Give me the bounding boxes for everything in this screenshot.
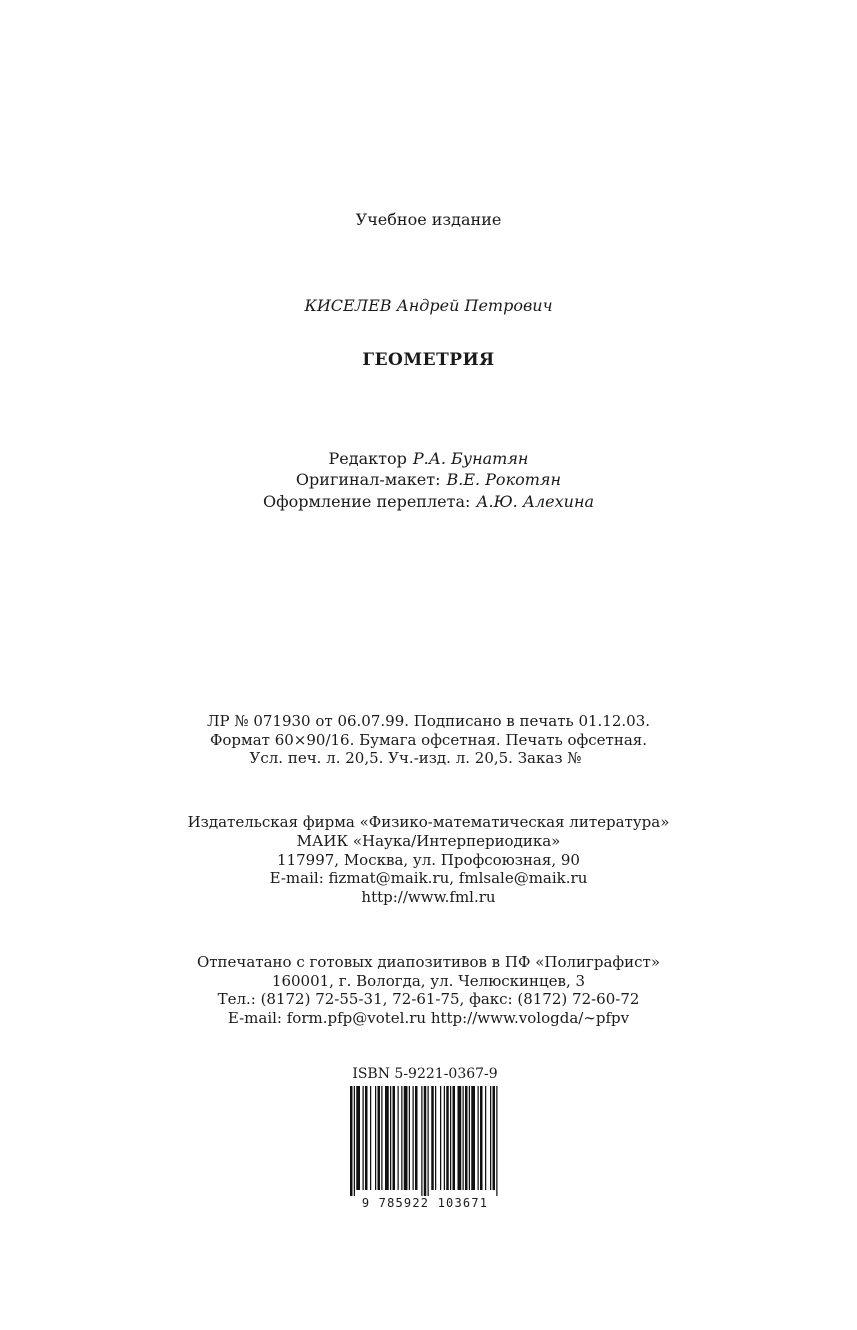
isbn-number: ISBN 5-9221-0367-9: [352, 1066, 498, 1082]
barcode-bar: [446, 1086, 449, 1190]
barcode-bar: [413, 1086, 414, 1190]
barcode-bar: [354, 1086, 355, 1196]
barcode-bar: [471, 1086, 475, 1190]
barcode-bar: [478, 1086, 479, 1190]
credit-role: Оригинал-макет:: [295, 470, 441, 489]
barcode-bar: [465, 1086, 468, 1190]
barcode-bar: [370, 1086, 371, 1190]
barcode-bar: [401, 1086, 402, 1190]
barcode-bar: [496, 1086, 497, 1196]
printer-line: 160001, г. Вологда, ул. Челюскинцев, 3: [271, 972, 586, 990]
credit-editor: [0, 449, 857, 468]
print-info-line: Усл. печ. л. 20,5. Уч.-изд. л. 20,5. Заказ №: [249, 749, 582, 767]
barcode-bar: [463, 1086, 464, 1190]
barcode-bar: [365, 1086, 368, 1190]
isbn-barcode-block: [344, 1066, 506, 1216]
barcode-bar: [363, 1086, 364, 1190]
printer-line: Отпечатано с готовых диапозитивов в ПФ «Полиграфист»: [196, 953, 661, 971]
edition-type: Учебное издание: [355, 210, 502, 229]
printer-line: Тел.: (8172) 72-55-31, 72-61-75, факс: (8172) 72-60-72: [217, 990, 640, 1008]
credit-person: Р.А. Бунатян: [412, 449, 529, 468]
barcode-bar: [390, 1086, 391, 1190]
barcode-digits: 9 785922 103671: [361, 1196, 489, 1210]
print-info-line: ЛР № 071930 от 06.07.99. Подписано в печать 01.12.03.: [206, 712, 651, 730]
barcode-bar: [409, 1086, 410, 1190]
barcode-bar: [421, 1086, 422, 1196]
barcode-bar: [458, 1086, 462, 1190]
barcode-bar: [404, 1086, 408, 1190]
barcode-bar: [490, 1086, 491, 1190]
credit-person: А.Ю. Алехина: [476, 492, 595, 511]
barcode-bar: [428, 1086, 429, 1196]
barcode-bar: [350, 1086, 353, 1196]
publisher-line: 117997, Москва, ул. Профсоюзная, 90: [277, 851, 580, 869]
barcode-bar: [385, 1086, 389, 1190]
barcode-bar: [480, 1086, 483, 1190]
barcode-bar: [393, 1086, 396, 1190]
barcode-bar: [381, 1086, 382, 1190]
credit-role: Редактор: [328, 449, 407, 468]
barcode-bar: [415, 1086, 418, 1190]
printer-line: E-mail: form.pfp@votel.ru http://www.vologda/∼pfpv: [227, 1009, 630, 1027]
barcode-bar: [435, 1086, 436, 1190]
barcode-bar: [378, 1086, 381, 1190]
book-title: ГЕОМЕТРИЯ: [362, 350, 495, 370]
barcode-bar: [453, 1086, 456, 1190]
credit-person: В.Е. Рокотян: [446, 470, 562, 489]
barcode-bar: [485, 1086, 486, 1190]
author-name: КИСЕЛЕВ Андрей Петрович: [304, 296, 553, 315]
print-info-line: Формат 60×90/16. Бумага офсетная. Печать офсетная.: [209, 731, 648, 749]
barcode-bar: [431, 1086, 434, 1190]
publisher-line: МАИК «Наука/Интерпериодика»: [296, 832, 561, 850]
barcode-bar: [424, 1086, 427, 1196]
publisher-line: E-mail: fizmat@maik.ru, fmlsale@maik.ru: [269, 869, 588, 887]
barcode-bar: [450, 1086, 451, 1190]
barcode-bar: [493, 1086, 496, 1190]
barcode-bar: [375, 1086, 376, 1190]
publisher-line: http://www.fml.ru: [361, 888, 496, 906]
barcode-bar: [440, 1086, 441, 1190]
credit-cover: [0, 492, 857, 511]
publisher-line: Издательская фирма «Физико-математическая литература»: [187, 813, 670, 831]
barcode-bar: [398, 1086, 399, 1190]
barcode-bar: [356, 1086, 360, 1190]
barcode-icon: [344, 1086, 506, 1196]
barcode-bar: [444, 1086, 445, 1190]
credit-layout: [0, 470, 857, 489]
credit-role: Оформление переплета:: [262, 492, 471, 511]
barcode-bar: [469, 1086, 470, 1190]
